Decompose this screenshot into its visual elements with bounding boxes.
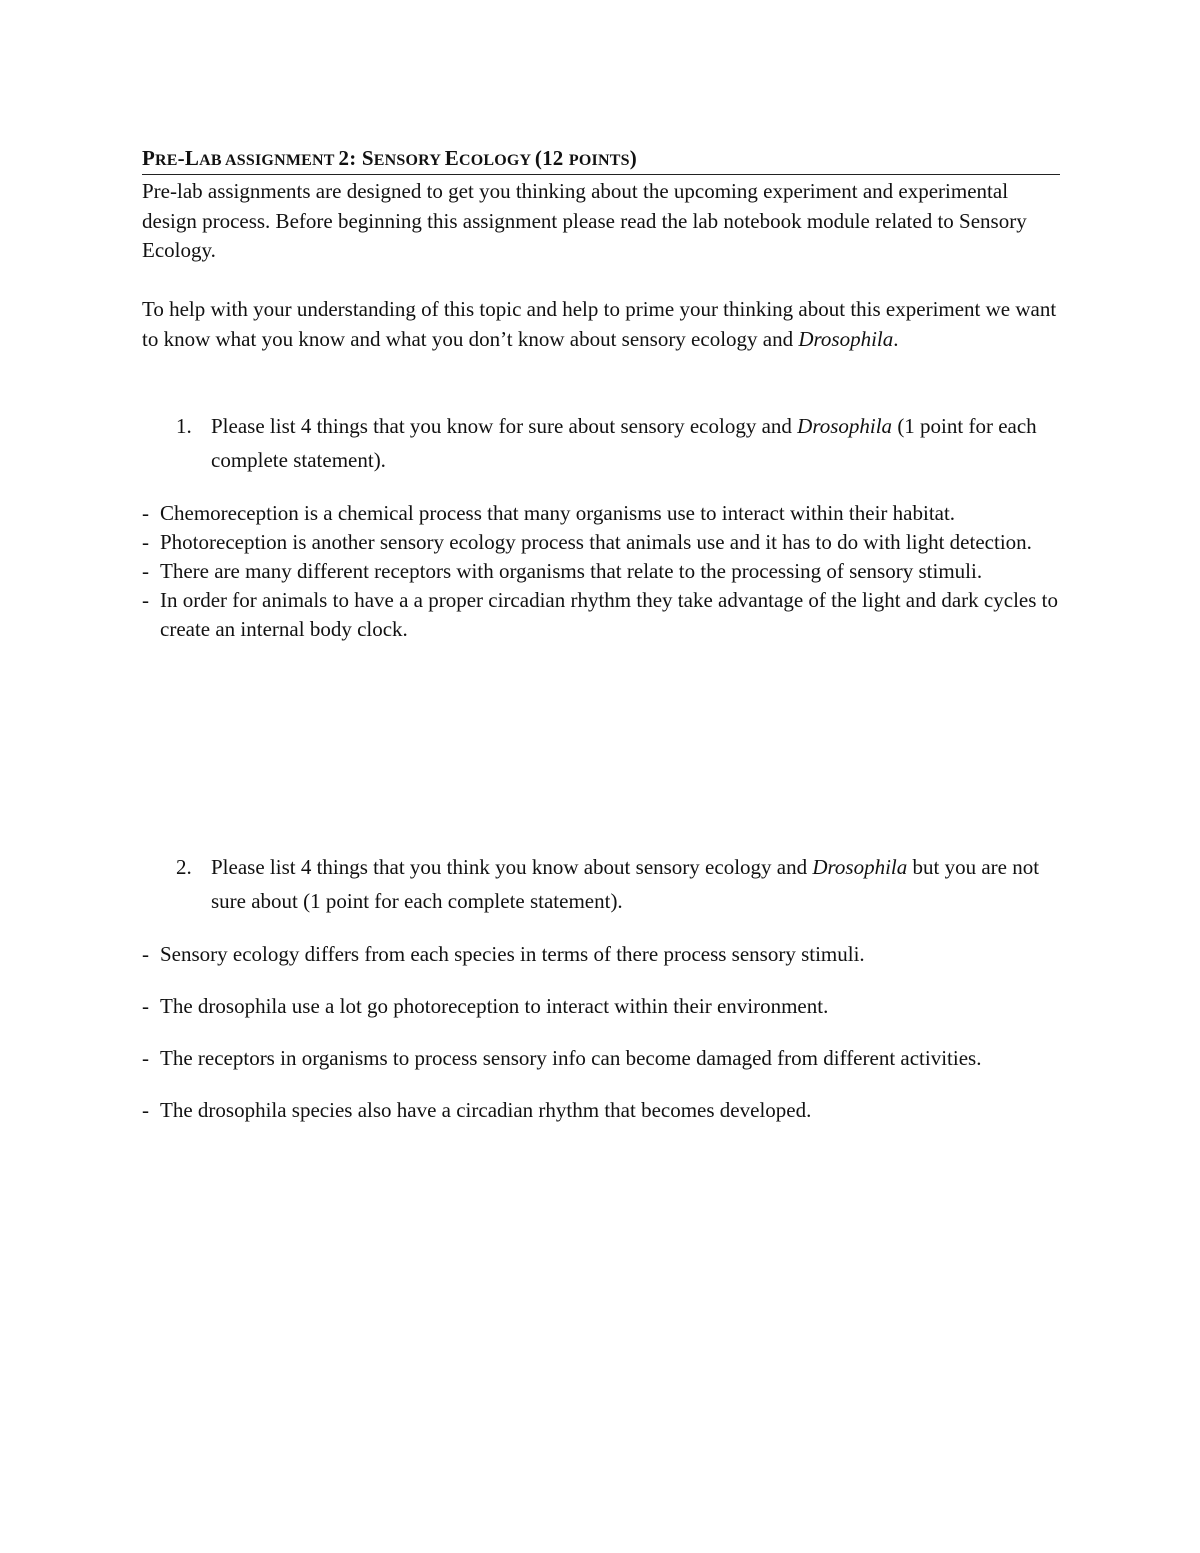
answer-text: Chemoreception is a chemical process that many organisms use to interact within their habitat. xyxy=(160,501,956,525)
bullet-dash: - xyxy=(142,530,149,554)
title-fragment: (12 xyxy=(534,146,569,170)
intro-paragraph-2-end: . xyxy=(893,326,899,351)
title-fragment: P xyxy=(142,146,156,170)
list-item xyxy=(142,528,1062,557)
answer-text: Sensory ecology differs from each species in terms of there process sensory stimuli. xyxy=(160,942,865,966)
list-item xyxy=(142,557,1062,586)
title-fragment: COLOGY xyxy=(458,152,535,169)
intro-paragraph-1: Pre-lab assignments are designed to get you thinking about the upcoming experiment and experimental design process. Before beginning this assignment please read the lab notebook module related to Sensory Ecology. xyxy=(142,179,1027,262)
question-2-text-end: but you are not sure about (1 point for each complete statement). xyxy=(211,855,1040,913)
intro-paragraph-2 xyxy=(142,295,1060,354)
bullet-dash: - xyxy=(142,1098,149,1122)
question-2-text-italic: Drosophila xyxy=(812,855,908,879)
list-item xyxy=(142,586,1062,644)
intro-paragraph-2-text: To help with your understanding of this topic and help to prime your thinking about this experiment we want to know what you know and what you don’t know about sensory ecology and xyxy=(142,297,1057,351)
list-item xyxy=(142,1094,1062,1127)
title-fragment: AB xyxy=(199,152,226,169)
intro-paragraph-2-italic: Drosophila xyxy=(798,326,894,351)
question-2-text-start: Please list 4 things that you think you know about sensory ecology and xyxy=(211,855,813,879)
answer-text: The drosophila use a lot go photoreception to interact within their environment. xyxy=(160,994,829,1018)
title-fragment: ENSORY xyxy=(373,152,445,169)
bullet-dash: - xyxy=(142,1046,149,1070)
bullet-dash: - xyxy=(142,588,149,612)
list-item xyxy=(142,1042,1062,1075)
title-fragment: ) xyxy=(629,146,637,170)
answer-text: Photoreception is another sensory ecology process that animals use and it has to do with light detection. xyxy=(160,530,1032,554)
answer-text: There are many different receptors with organisms that relate to the processing of sensory stimuli. xyxy=(160,559,983,583)
title-fragment: ASSIGNMENT xyxy=(225,152,339,169)
title-fragment: E xyxy=(444,146,459,170)
title-fragment: - xyxy=(177,146,185,170)
bullet-dash: - xyxy=(142,942,149,966)
answer-text: The receptors in organisms to process sensory info can become damaged from different activities. xyxy=(160,1046,982,1070)
assignment-title xyxy=(142,146,1060,175)
bullet-dash: - xyxy=(142,994,149,1018)
question-1-text-italic: Drosophila xyxy=(797,414,893,438)
bullet-dash: - xyxy=(142,501,149,525)
answers-1-list xyxy=(142,499,1062,644)
question-1-text xyxy=(211,409,1066,477)
answers-2-list xyxy=(142,938,1062,1146)
title-fragment: L xyxy=(184,146,200,170)
list-item xyxy=(142,499,1062,528)
question-1-text-start: Please list 4 things that you know for sure about sensory ecology and xyxy=(211,414,798,438)
question-2-text xyxy=(211,850,1066,918)
answer-text: The drosophila species also have a circadian rhythm that becomes developed. xyxy=(160,1098,812,1122)
bullet-dash: - xyxy=(142,559,149,583)
question-1-text-end: (1 point for each complete statement). xyxy=(211,414,1037,472)
question-2-number: 2. xyxy=(176,855,192,879)
list-item xyxy=(142,990,1062,1023)
title-fragment: POINTS xyxy=(568,152,630,169)
question-1-number: 1. xyxy=(176,414,192,438)
title-fragment: 2: S xyxy=(338,146,374,170)
answer-text: In order for animals to have a a proper circadian rhythm they take advantage of the light and dark cycles to create an internal body clock. xyxy=(160,588,1058,641)
title-fragment: RE xyxy=(155,152,178,169)
list-item xyxy=(142,938,1062,971)
